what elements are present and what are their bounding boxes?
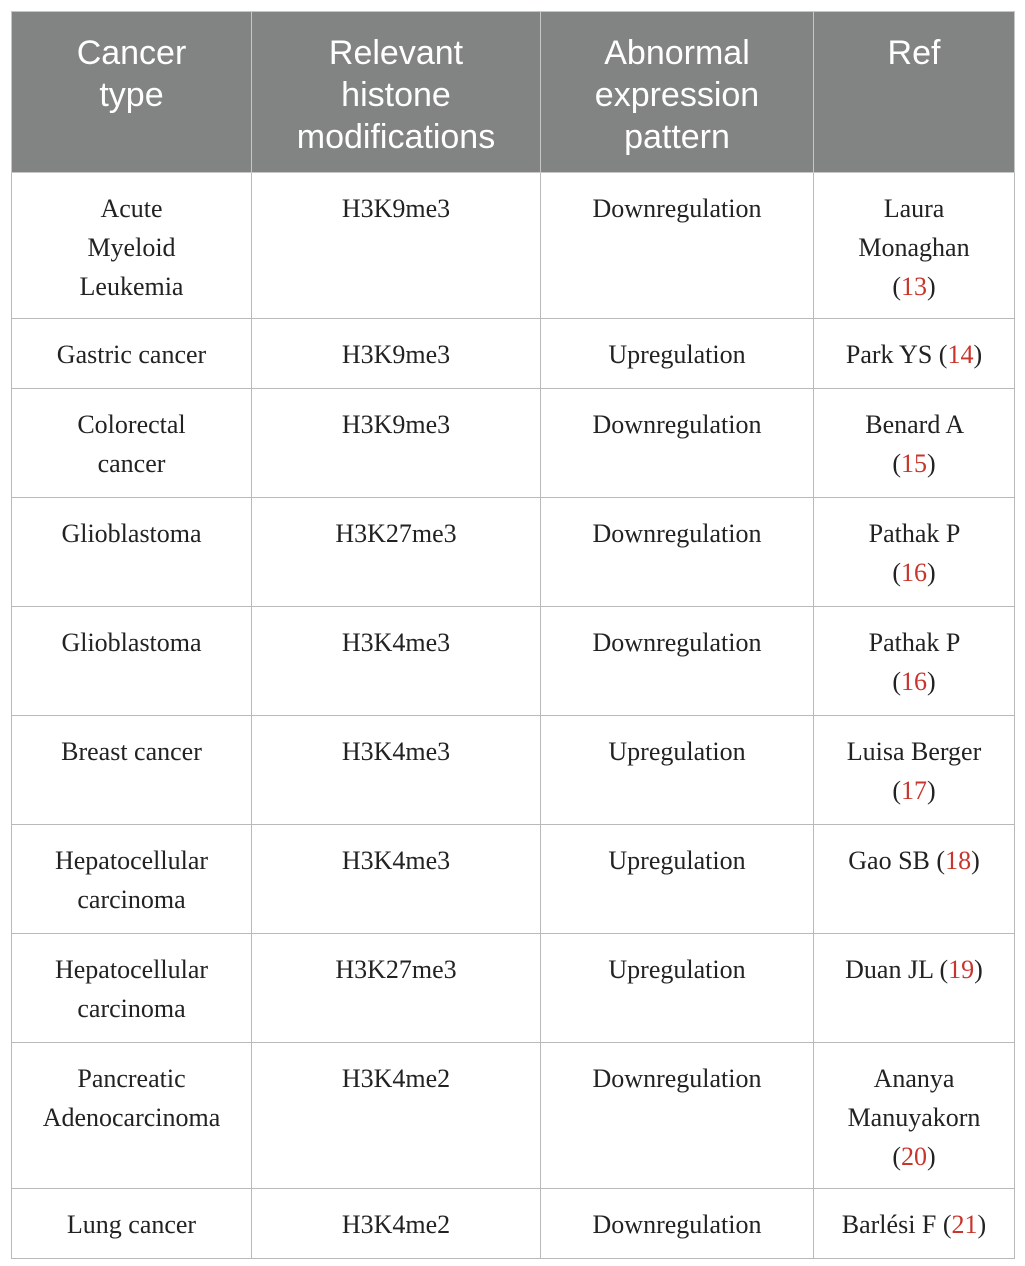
ref-cell: Luisa Berger (17): [814, 716, 1015, 825]
cancer-type-cell: Hepatocellular carcinoma: [12, 934, 252, 1043]
table-row: [12, 498, 1015, 607]
table-row: [12, 319, 1015, 389]
ref-author: Laura Monaghan: [858, 194, 970, 262]
ref-cell: Barlési F (21): [814, 1189, 1015, 1259]
histone-modification-table: [11, 11, 1015, 1259]
ref-link[interactable]: 16: [901, 558, 927, 587]
modification-cell: H3K9me3: [252, 389, 541, 498]
table-row: [12, 389, 1015, 498]
pattern-cell: Downregulation: [541, 498, 814, 607]
ref-cell: Duan JL (19): [814, 934, 1015, 1043]
table-header-row: [12, 12, 1015, 173]
cancer-type-cell: Glioblastoma: [12, 607, 252, 716]
ref-author: Pathak P: [868, 519, 960, 548]
header-histone-modifications: Relevant histone modifications: [252, 12, 541, 173]
ref-author: Pathak P: [868, 628, 960, 657]
ref-author: Ananya Manuyakorn: [847, 1064, 981, 1132]
header-ref: Ref: [814, 12, 1015, 173]
ref-cell: Park YS (14): [814, 319, 1015, 389]
modification-cell: H3K4me2: [252, 1043, 541, 1189]
ref-author: Luisa Berger: [846, 737, 982, 766]
ref-author: Benard A: [865, 410, 963, 439]
pattern-cell: Downregulation: [541, 389, 814, 498]
ref-link[interactable]: 13: [901, 272, 927, 301]
table-row: [12, 1189, 1015, 1259]
cancer-type-cell: Breast cancer: [12, 716, 252, 825]
header-expression-pattern: Abnormal expression pattern: [541, 12, 814, 173]
modification-cell: H3K9me3: [252, 173, 541, 319]
pattern-cell: Upregulation: [541, 319, 814, 389]
modification-cell: H3K4me3: [252, 825, 541, 934]
modification-cell: H3K27me3: [252, 934, 541, 1043]
ref-link[interactable]: 15: [901, 449, 927, 478]
table-row: [12, 1043, 1015, 1189]
cancer-type-cell: Hepatocellular carcinoma: [12, 825, 252, 934]
ref-author: Park YS: [845, 340, 933, 369]
table-row: [12, 173, 1015, 319]
ref-cell: Gao SB (18): [814, 825, 1015, 934]
ref-cell: Benard A (15): [814, 389, 1015, 498]
cancer-type-cell: Pancreatic Adenocarcinoma: [12, 1043, 252, 1189]
table-row: [12, 934, 1015, 1043]
ref-cell: Pathak P (16): [814, 607, 1015, 716]
ref-cell: Ananya Manuyakorn (20): [814, 1043, 1015, 1189]
modification-cell: H3K4me3: [252, 607, 541, 716]
pattern-cell: Downregulation: [541, 1189, 814, 1259]
modification-cell: H3K27me3: [252, 498, 541, 607]
ref-author: Barlési F: [841, 1210, 937, 1239]
cancer-type-cell: Acute Myeloid Leukemia: [12, 173, 252, 319]
ref-link[interactable]: 14: [947, 340, 974, 369]
table-row: [12, 825, 1015, 934]
cancer-type-cell: Gastric cancer: [12, 319, 252, 389]
ref-link[interactable]: 21: [951, 1210, 978, 1239]
modification-cell: H3K4me3: [252, 716, 541, 825]
pattern-cell: Downregulation: [541, 1043, 814, 1189]
cancer-type-cell: Glioblastoma: [12, 498, 252, 607]
cancer-type-cell: Lung cancer: [12, 1189, 252, 1259]
ref-link[interactable]: 18: [945, 846, 972, 875]
table-row: [12, 607, 1015, 716]
pattern-cell: Upregulation: [541, 825, 814, 934]
header-cancer-type: Cancer type: [12, 12, 252, 173]
modification-cell: H3K4me2: [252, 1189, 541, 1259]
pattern-cell: Downregulation: [541, 173, 814, 319]
table-row: [12, 716, 1015, 825]
ref-cell: Pathak P (16): [814, 498, 1015, 607]
ref-link[interactable]: 20: [901, 1142, 927, 1171]
cancer-type-cell: Colorectal cancer: [12, 389, 252, 498]
ref-link[interactable]: 17: [901, 776, 927, 805]
pattern-cell: Downregulation: [541, 607, 814, 716]
histone-table-container: [11, 11, 1015, 1259]
ref-author: Duan JL: [845, 955, 933, 984]
pattern-cell: Upregulation: [541, 934, 814, 1043]
ref-author: Gao SB: [848, 846, 930, 875]
pattern-cell: Upregulation: [541, 716, 814, 825]
ref-link[interactable]: 19: [948, 955, 975, 984]
ref-link[interactable]: 16: [901, 667, 927, 696]
modification-cell: H3K9me3: [252, 319, 541, 389]
ref-cell: Laura Monaghan (13): [814, 173, 1015, 319]
